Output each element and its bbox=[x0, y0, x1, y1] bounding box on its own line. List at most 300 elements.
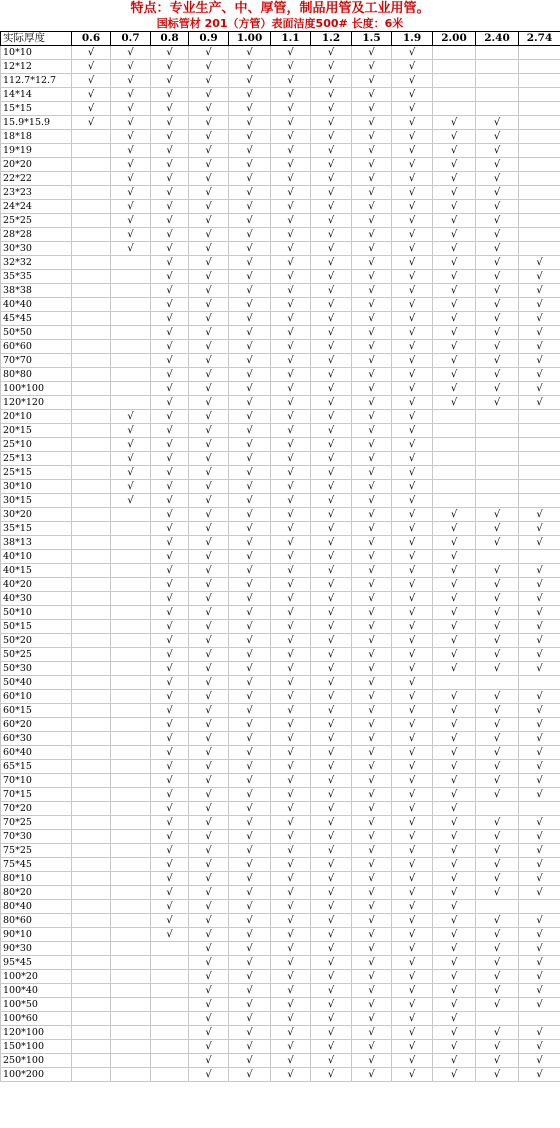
table-row bbox=[1, 732, 560, 746]
check-mark: √ bbox=[476, 1068, 519, 1082]
size-cell: 19*19 bbox=[1, 144, 72, 158]
check-mark: √ bbox=[229, 116, 271, 130]
check-mark: √ bbox=[519, 662, 560, 676]
check-mark: √ bbox=[392, 284, 433, 298]
empty-cell bbox=[433, 676, 476, 690]
check-mark: √ bbox=[352, 564, 392, 578]
check-mark: √ bbox=[189, 298, 229, 312]
size-cell: 75*25 bbox=[1, 844, 72, 858]
empty-cell bbox=[111, 382, 151, 396]
empty-cell bbox=[72, 690, 111, 704]
table-row bbox=[1, 844, 560, 858]
check-mark: √ bbox=[229, 438, 271, 452]
check-mark: √ bbox=[476, 522, 519, 536]
check-mark: √ bbox=[271, 690, 311, 704]
check-mark: √ bbox=[271, 326, 311, 340]
check-mark: √ bbox=[433, 788, 476, 802]
check-mark: √ bbox=[271, 620, 311, 634]
check-mark: √ bbox=[311, 942, 352, 956]
table-row bbox=[1, 354, 560, 368]
empty-cell bbox=[72, 872, 111, 886]
check-mark: √ bbox=[433, 620, 476, 634]
empty-cell bbox=[519, 158, 560, 172]
check-mark: √ bbox=[229, 1026, 271, 1040]
check-mark: √ bbox=[352, 1054, 392, 1068]
empty-cell bbox=[72, 312, 111, 326]
check-mark: √ bbox=[189, 970, 229, 984]
table-row bbox=[1, 676, 560, 690]
size-cell: 30*15 bbox=[1, 494, 72, 508]
check-mark: √ bbox=[151, 830, 189, 844]
corner-label: 实际厚度 bbox=[1, 32, 72, 46]
table-row bbox=[1, 536, 560, 550]
size-cell: 100*60 bbox=[1, 1012, 72, 1026]
size-cell: 120*120 bbox=[1, 396, 72, 410]
check-mark: √ bbox=[392, 1026, 433, 1040]
check-mark: √ bbox=[352, 298, 392, 312]
empty-cell bbox=[72, 1068, 111, 1082]
check-mark: √ bbox=[271, 452, 311, 466]
empty-cell bbox=[72, 410, 111, 424]
check-mark: √ bbox=[476, 172, 519, 186]
size-cell: 80*40 bbox=[1, 900, 72, 914]
check-mark: √ bbox=[229, 522, 271, 536]
size-cell: 22*22 bbox=[1, 172, 72, 186]
empty-cell bbox=[476, 88, 519, 102]
size-cell: 14*14 bbox=[1, 88, 72, 102]
check-mark: √ bbox=[151, 620, 189, 634]
empty-cell bbox=[519, 438, 560, 452]
empty-cell bbox=[72, 774, 111, 788]
thickness-header: 2.00 bbox=[433, 32, 476, 46]
thickness-header: 2.74 bbox=[519, 32, 560, 46]
check-mark: √ bbox=[519, 970, 560, 984]
check-mark: √ bbox=[392, 158, 433, 172]
check-mark: √ bbox=[433, 984, 476, 998]
empty-cell bbox=[72, 802, 111, 816]
check-mark: √ bbox=[311, 396, 352, 410]
size-cell: 35*35 bbox=[1, 270, 72, 284]
check-mark: √ bbox=[476, 872, 519, 886]
check-mark: √ bbox=[111, 424, 151, 438]
size-cell: 20*15 bbox=[1, 424, 72, 438]
check-mark: √ bbox=[151, 886, 189, 900]
check-mark: √ bbox=[476, 858, 519, 872]
check-mark: √ bbox=[392, 88, 433, 102]
check-mark: √ bbox=[519, 298, 560, 312]
empty-cell bbox=[72, 1026, 111, 1040]
check-mark: √ bbox=[311, 214, 352, 228]
size-cell: 100*20 bbox=[1, 970, 72, 984]
check-mark: √ bbox=[189, 844, 229, 858]
check-mark: √ bbox=[229, 760, 271, 774]
check-mark: √ bbox=[476, 158, 519, 172]
check-mark: √ bbox=[271, 410, 311, 424]
check-mark: √ bbox=[229, 774, 271, 788]
check-mark: √ bbox=[229, 956, 271, 970]
check-mark: √ bbox=[476, 774, 519, 788]
empty-cell bbox=[72, 788, 111, 802]
check-mark: √ bbox=[151, 550, 189, 564]
check-mark: √ bbox=[189, 340, 229, 354]
check-mark: √ bbox=[352, 368, 392, 382]
check-mark: √ bbox=[271, 942, 311, 956]
check-mark: √ bbox=[189, 144, 229, 158]
check-mark: √ bbox=[151, 144, 189, 158]
empty-cell bbox=[111, 900, 151, 914]
check-mark: √ bbox=[352, 1040, 392, 1054]
thickness-header: 1.9 bbox=[392, 32, 433, 46]
check-mark: √ bbox=[151, 382, 189, 396]
check-mark: √ bbox=[352, 536, 392, 550]
table-row bbox=[1, 816, 560, 830]
check-mark: √ bbox=[433, 760, 476, 774]
check-mark: √ bbox=[392, 816, 433, 830]
thickness-header: 0.7 bbox=[111, 32, 151, 46]
check-mark: √ bbox=[352, 354, 392, 368]
empty-cell bbox=[111, 340, 151, 354]
check-mark: √ bbox=[392, 102, 433, 116]
empty-cell bbox=[111, 592, 151, 606]
size-cell: 70*70 bbox=[1, 354, 72, 368]
empty-cell bbox=[111, 312, 151, 326]
check-mark: √ bbox=[433, 396, 476, 410]
check-mark: √ bbox=[519, 830, 560, 844]
check-mark: √ bbox=[111, 116, 151, 130]
empty-cell bbox=[111, 368, 151, 382]
check-mark: √ bbox=[352, 88, 392, 102]
check-mark: √ bbox=[476, 746, 519, 760]
empty-cell bbox=[476, 550, 519, 564]
table-row bbox=[1, 662, 560, 676]
check-mark: √ bbox=[476, 732, 519, 746]
check-mark: √ bbox=[392, 648, 433, 662]
check-mark: √ bbox=[229, 382, 271, 396]
size-cell: 50*25 bbox=[1, 648, 72, 662]
check-mark: √ bbox=[433, 816, 476, 830]
size-cell: 70*25 bbox=[1, 816, 72, 830]
check-mark: √ bbox=[433, 900, 476, 914]
check-mark: √ bbox=[229, 74, 271, 88]
check-mark: √ bbox=[189, 592, 229, 606]
check-mark: √ bbox=[229, 494, 271, 508]
check-mark: √ bbox=[392, 578, 433, 592]
check-mark: √ bbox=[392, 354, 433, 368]
check-mark: √ bbox=[151, 270, 189, 284]
empty-cell bbox=[72, 270, 111, 284]
check-mark: √ bbox=[151, 494, 189, 508]
table-row bbox=[1, 116, 560, 130]
size-cell: 100*40 bbox=[1, 984, 72, 998]
check-mark: √ bbox=[72, 60, 111, 74]
check-mark: √ bbox=[392, 984, 433, 998]
check-mark: √ bbox=[229, 844, 271, 858]
check-mark: √ bbox=[111, 452, 151, 466]
empty-cell bbox=[111, 718, 151, 732]
empty-cell bbox=[72, 634, 111, 648]
check-mark: √ bbox=[392, 634, 433, 648]
empty-cell bbox=[519, 200, 560, 214]
check-mark: √ bbox=[392, 662, 433, 676]
check-mark: √ bbox=[433, 368, 476, 382]
empty-cell bbox=[72, 228, 111, 242]
check-mark: √ bbox=[352, 802, 392, 816]
check-mark: √ bbox=[311, 690, 352, 704]
size-cell: 70*15 bbox=[1, 788, 72, 802]
check-mark: √ bbox=[352, 886, 392, 900]
empty-cell bbox=[72, 158, 111, 172]
check-mark: √ bbox=[311, 354, 352, 368]
check-mark: √ bbox=[189, 788, 229, 802]
check-mark: √ bbox=[229, 424, 271, 438]
check-mark: √ bbox=[311, 466, 352, 480]
check-mark: √ bbox=[311, 844, 352, 858]
check-mark: √ bbox=[151, 592, 189, 606]
thickness-header: 1.2 bbox=[311, 32, 352, 46]
check-mark: √ bbox=[519, 956, 560, 970]
empty-cell bbox=[519, 480, 560, 494]
table-row bbox=[1, 550, 560, 564]
check-mark: √ bbox=[433, 270, 476, 284]
check-mark: √ bbox=[151, 410, 189, 424]
check-mark: √ bbox=[189, 1012, 229, 1026]
check-mark: √ bbox=[229, 88, 271, 102]
check-mark: √ bbox=[519, 522, 560, 536]
empty-cell bbox=[151, 1026, 189, 1040]
empty-cell bbox=[111, 284, 151, 298]
check-mark: √ bbox=[519, 760, 560, 774]
check-mark: √ bbox=[519, 774, 560, 788]
check-mark: √ bbox=[352, 942, 392, 956]
table-row bbox=[1, 88, 560, 102]
check-mark: √ bbox=[151, 634, 189, 648]
check-mark: √ bbox=[229, 60, 271, 74]
size-cell: 60*40 bbox=[1, 746, 72, 760]
empty-cell bbox=[433, 438, 476, 452]
check-mark: √ bbox=[189, 74, 229, 88]
empty-cell bbox=[72, 480, 111, 494]
check-mark: √ bbox=[271, 564, 311, 578]
empty-cell bbox=[519, 410, 560, 424]
check-mark: √ bbox=[229, 312, 271, 326]
table-row bbox=[1, 704, 560, 718]
empty-cell bbox=[433, 102, 476, 116]
check-mark: √ bbox=[271, 340, 311, 354]
table-row bbox=[1, 592, 560, 606]
check-mark: √ bbox=[433, 116, 476, 130]
check-mark: √ bbox=[311, 1012, 352, 1026]
empty-cell bbox=[519, 228, 560, 242]
check-mark: √ bbox=[392, 466, 433, 480]
check-mark: √ bbox=[392, 396, 433, 410]
check-mark: √ bbox=[433, 158, 476, 172]
check-mark: √ bbox=[392, 704, 433, 718]
check-mark: √ bbox=[229, 1040, 271, 1054]
check-mark: √ bbox=[229, 466, 271, 480]
check-mark: √ bbox=[352, 312, 392, 326]
check-mark: √ bbox=[151, 102, 189, 116]
table-row bbox=[1, 564, 560, 578]
check-mark: √ bbox=[392, 228, 433, 242]
check-mark: √ bbox=[392, 844, 433, 858]
check-mark: √ bbox=[229, 732, 271, 746]
check-mark: √ bbox=[189, 914, 229, 928]
check-mark: √ bbox=[311, 676, 352, 690]
size-cell: 32*32 bbox=[1, 256, 72, 270]
empty-cell bbox=[519, 900, 560, 914]
check-mark: √ bbox=[433, 242, 476, 256]
check-mark: √ bbox=[111, 242, 151, 256]
check-mark: √ bbox=[392, 298, 433, 312]
check-mark: √ bbox=[151, 564, 189, 578]
check-mark: √ bbox=[111, 410, 151, 424]
check-mark: √ bbox=[433, 704, 476, 718]
check-mark: √ bbox=[189, 172, 229, 186]
check-mark: √ bbox=[433, 172, 476, 186]
empty-cell bbox=[72, 732, 111, 746]
check-mark: √ bbox=[151, 788, 189, 802]
empty-cell bbox=[72, 830, 111, 844]
empty-cell bbox=[111, 858, 151, 872]
empty-cell bbox=[111, 774, 151, 788]
check-mark: √ bbox=[189, 872, 229, 886]
check-mark: √ bbox=[72, 102, 111, 116]
check-mark: √ bbox=[271, 998, 311, 1012]
check-mark: √ bbox=[352, 550, 392, 564]
check-mark: √ bbox=[392, 130, 433, 144]
check-mark: √ bbox=[476, 984, 519, 998]
empty-cell bbox=[476, 60, 519, 74]
empty-cell bbox=[72, 200, 111, 214]
check-mark: √ bbox=[392, 564, 433, 578]
check-mark: √ bbox=[311, 928, 352, 942]
table-row bbox=[1, 760, 560, 774]
empty-cell bbox=[72, 466, 111, 480]
check-mark: √ bbox=[433, 690, 476, 704]
check-mark: √ bbox=[151, 522, 189, 536]
check-mark: √ bbox=[271, 746, 311, 760]
empty-cell bbox=[111, 802, 151, 816]
thickness-header: 1.5 bbox=[352, 32, 392, 46]
empty-cell bbox=[72, 130, 111, 144]
empty-cell bbox=[519, 186, 560, 200]
check-mark: √ bbox=[392, 46, 433, 60]
check-mark: √ bbox=[352, 46, 392, 60]
size-cell: 50*10 bbox=[1, 606, 72, 620]
empty-cell bbox=[72, 144, 111, 158]
check-mark: √ bbox=[311, 634, 352, 648]
empty-cell bbox=[72, 648, 111, 662]
check-mark: √ bbox=[392, 886, 433, 900]
table-row bbox=[1, 1068, 560, 1082]
empty-cell bbox=[151, 942, 189, 956]
empty-cell bbox=[72, 1012, 111, 1026]
empty-cell bbox=[72, 452, 111, 466]
empty-cell bbox=[476, 480, 519, 494]
check-mark: √ bbox=[151, 298, 189, 312]
check-mark: √ bbox=[189, 718, 229, 732]
check-mark: √ bbox=[271, 522, 311, 536]
table-row bbox=[1, 578, 560, 592]
table-row bbox=[1, 452, 560, 466]
check-mark: √ bbox=[352, 102, 392, 116]
empty-cell bbox=[72, 662, 111, 676]
check-mark: √ bbox=[151, 340, 189, 354]
check-mark: √ bbox=[392, 592, 433, 606]
check-mark: √ bbox=[271, 46, 311, 60]
check-mark: √ bbox=[392, 494, 433, 508]
check-mark: √ bbox=[189, 88, 229, 102]
check-mark: √ bbox=[433, 970, 476, 984]
check-mark: √ bbox=[111, 466, 151, 480]
table-row bbox=[1, 690, 560, 704]
check-mark: √ bbox=[519, 1068, 560, 1082]
check-mark: √ bbox=[433, 522, 476, 536]
check-mark: √ bbox=[476, 886, 519, 900]
check-mark: √ bbox=[311, 774, 352, 788]
table-row bbox=[1, 1012, 560, 1026]
check-mark: √ bbox=[392, 312, 433, 326]
check-mark: √ bbox=[151, 214, 189, 228]
check-mark: √ bbox=[352, 1012, 392, 1026]
check-mark: √ bbox=[229, 550, 271, 564]
table-row bbox=[1, 508, 560, 522]
check-mark: √ bbox=[271, 858, 311, 872]
check-mark: √ bbox=[476, 830, 519, 844]
check-mark: √ bbox=[271, 228, 311, 242]
check-mark: √ bbox=[519, 788, 560, 802]
empty-cell bbox=[72, 508, 111, 522]
check-mark: √ bbox=[271, 718, 311, 732]
check-mark: √ bbox=[151, 88, 189, 102]
check-mark: √ bbox=[151, 760, 189, 774]
check-mark: √ bbox=[311, 606, 352, 620]
table-row bbox=[1, 872, 560, 886]
size-cell: 95*45 bbox=[1, 956, 72, 970]
check-mark: √ bbox=[311, 970, 352, 984]
check-mark: √ bbox=[151, 466, 189, 480]
check-mark: √ bbox=[311, 998, 352, 1012]
check-mark: √ bbox=[151, 900, 189, 914]
check-mark: √ bbox=[189, 60, 229, 74]
check-mark: √ bbox=[111, 480, 151, 494]
table-row bbox=[1, 424, 560, 438]
size-cell: 38*38 bbox=[1, 284, 72, 298]
check-mark: √ bbox=[392, 802, 433, 816]
check-mark: √ bbox=[476, 214, 519, 228]
spec-table bbox=[0, 31, 560, 1082]
check-mark: √ bbox=[433, 312, 476, 326]
check-mark: √ bbox=[519, 382, 560, 396]
check-mark: √ bbox=[229, 228, 271, 242]
check-mark: √ bbox=[392, 900, 433, 914]
check-mark: √ bbox=[111, 186, 151, 200]
check-mark: √ bbox=[311, 480, 352, 494]
check-mark: √ bbox=[151, 676, 189, 690]
check-mark: √ bbox=[311, 522, 352, 536]
table-row bbox=[1, 382, 560, 396]
check-mark: √ bbox=[433, 298, 476, 312]
check-mark: √ bbox=[189, 326, 229, 340]
empty-cell bbox=[476, 410, 519, 424]
check-mark: √ bbox=[229, 858, 271, 872]
check-mark: √ bbox=[352, 858, 392, 872]
check-mark: √ bbox=[229, 298, 271, 312]
check-mark: √ bbox=[229, 452, 271, 466]
check-mark: √ bbox=[519, 578, 560, 592]
check-mark: √ bbox=[476, 200, 519, 214]
check-mark: √ bbox=[271, 158, 311, 172]
